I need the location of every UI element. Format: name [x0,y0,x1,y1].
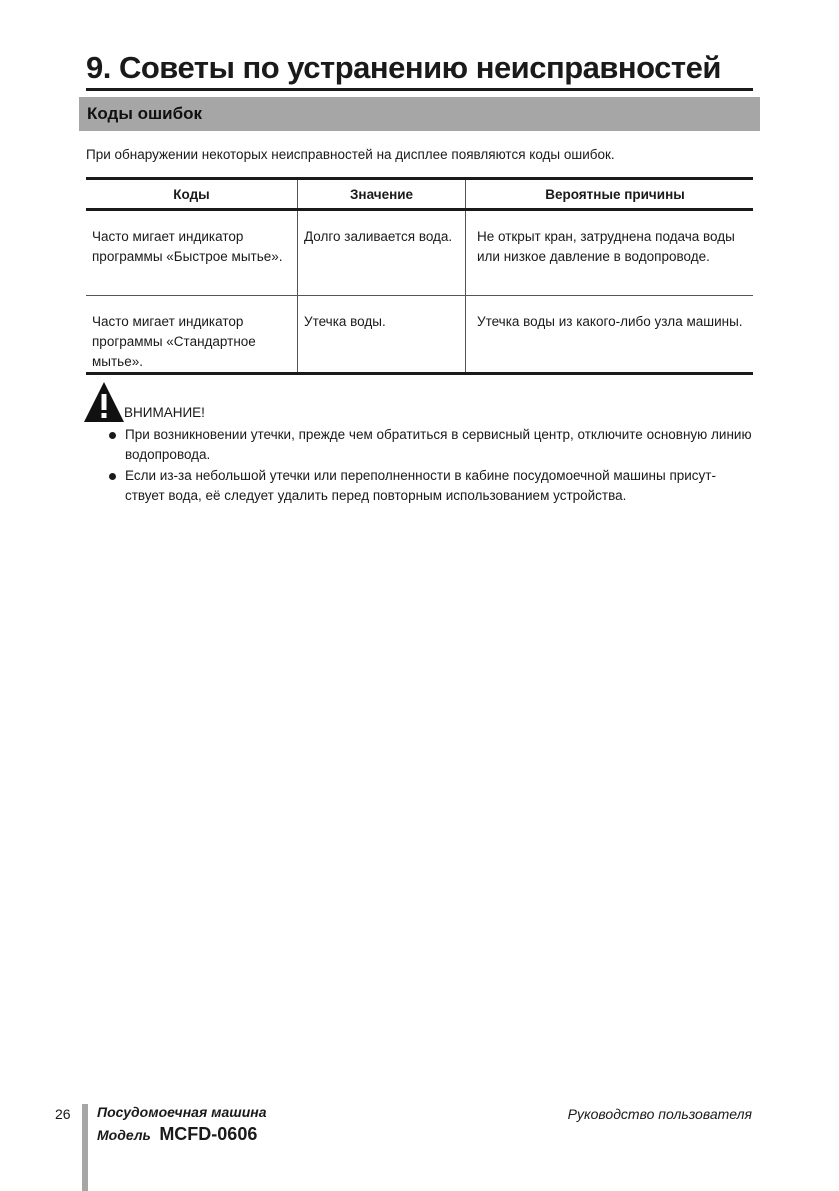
table-header-row [86,179,753,210]
cell-meaning: Долго заливается вода. [298,210,466,296]
cell-meaning: Утечка воды. [298,296,466,374]
list-item: Если из-за небольшой утечки или переполненности в кабине посудомоечной машины присут-ствует вода, её следует удалить перед повторным использованием устройства. [105,466,755,506]
error-codes-table [86,177,753,375]
warning-label: ВНИМАНИЕ! [124,405,205,420]
footer-product: Посудомоечная машина [97,1104,267,1120]
intro-text: При обнаружении некоторых неисправностей на дисплее появляются коды ошибок. [86,147,615,162]
header-codes: Коды [86,179,298,210]
list-item: При возникновении утечки, прежде чем обратиться в сервисный центр, отключите основную линию водопровода. [105,425,755,465]
warning-list [105,425,755,507]
cell-cause: Не открыт кран, затруднена подача воды или низкое давление в водопроводе. [466,210,754,296]
footer-model-line [97,1124,257,1145]
footer-model: MCFD-0606 [159,1124,258,1144]
page-number: 26 [55,1106,71,1122]
footer-divider [82,1104,88,1191]
header-causes: Вероятные причины [466,179,754,210]
table-row [86,210,753,296]
footer-model-label: Модель [97,1127,151,1143]
cell-cause: Утечка воды из какого-либо узла машины. [466,296,754,374]
warning-triangle-icon [84,380,128,424]
page-title: 9. Советы по устранению неисправностей [86,50,753,91]
table-row [86,296,753,374]
footer-manual-title: Руководство пользователя [567,1106,752,1122]
section-header [79,97,760,131]
section-title: Коды ошибок [87,104,202,123]
header-meaning: Значение [298,179,466,210]
cell-code: Часто мигает индикатор программы «Быстрое мытье». [86,210,298,296]
cell-code: Часто мигает индикатор программы «Стандартное мытье». [92,314,256,369]
